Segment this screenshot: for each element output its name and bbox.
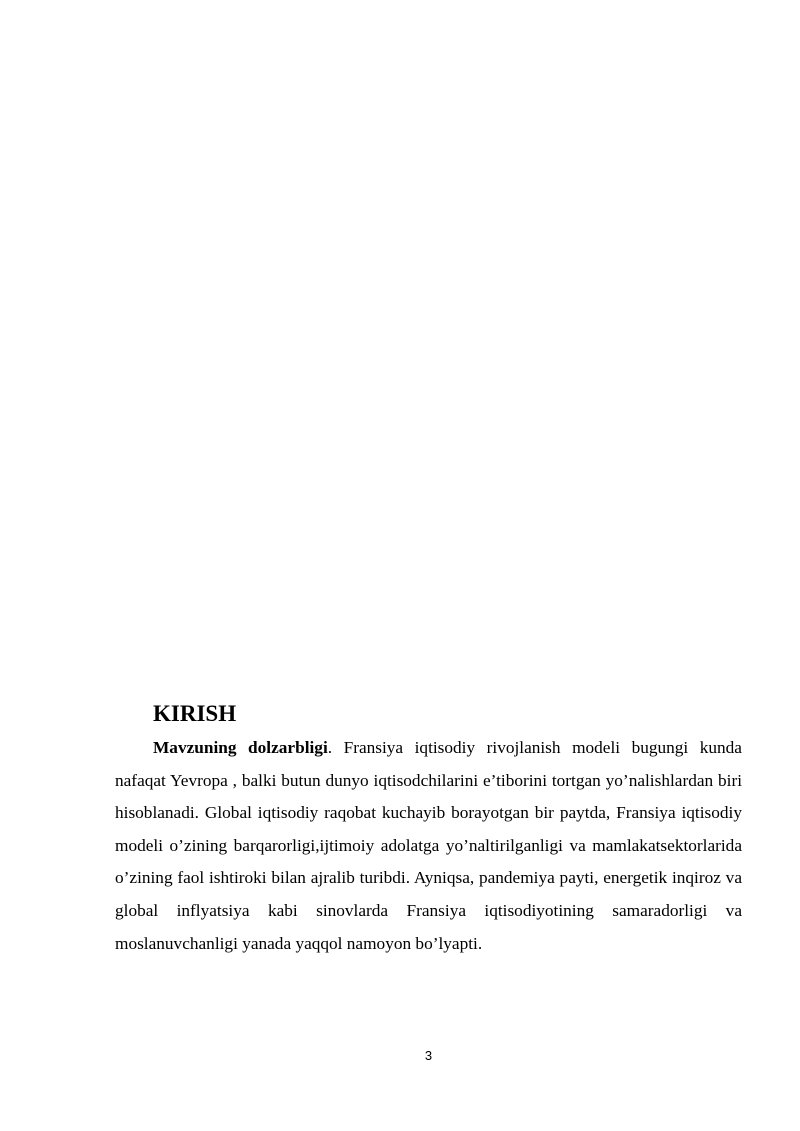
page-content xyxy=(115,696,742,960)
section-heading: KIRISH xyxy=(153,701,237,726)
paragraph-lead: Mavzuning dolzarbligi xyxy=(153,738,328,757)
paragraph-body: . Fransiya iqtisodiy rivojlanish modeli bugungi kunda nafaqat Yevropa , balki butun dunyo iqtisodchilarini e’tiborini tortgan yo’nalishlardan biri hisoblanadi. Global iqtisodiy raqobat kuchayib borayotgan bir paytda, Fransiya iqtisodiy modeli o’zining barqarorligi,ijtimoiy adolatga yo’naltirilganligi va mamlakatsektorlarida o’zining faol ishtiroki bilan ajralib turibdi. Ayniqsa, pandemiya payti, energetik inqiroz va global inflyatsiya kabi sinovlarda Fransiya iqtisodiyotining samaradorligi va moslanuvchanligi yanada yaqqol namoyon bo’lyapti. xyxy=(115,738,742,953)
body-paragraph xyxy=(115,732,742,960)
page-number: 3 xyxy=(424,1048,433,1063)
